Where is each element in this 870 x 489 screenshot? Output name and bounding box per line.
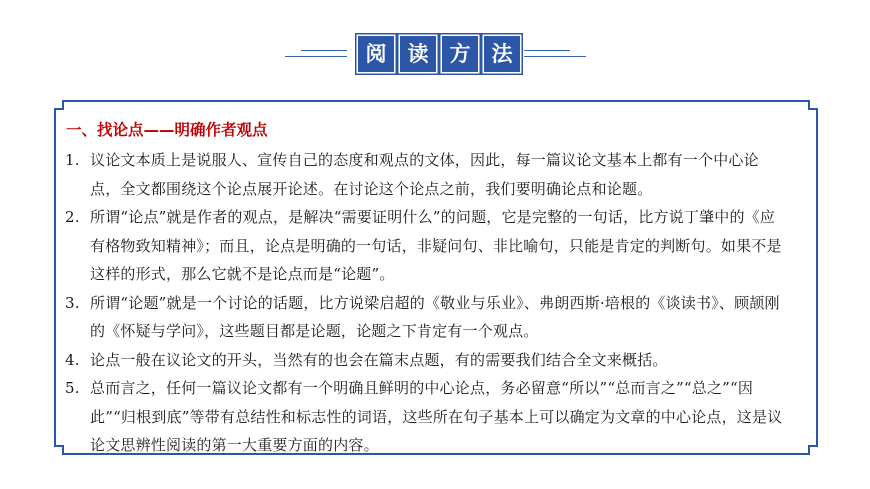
- item-number: 4.: [65, 350, 80, 369]
- list-item: [65, 146, 785, 203]
- list-item: [65, 346, 785, 375]
- title-deco-line-right-bottom: [524, 56, 586, 57]
- title-char-box: 读: [400, 36, 436, 72]
- item-number: 3.: [65, 293, 80, 312]
- item-text: 议论文本质上是说服人、宣传自己的态度和观点的文体，因此，每一篇议论文基本上都有一个中心论点，全文都围绕这个论点展开论述。在讨论这个论点之前，我们要明确论点和论题。: [90, 151, 759, 198]
- title-deco-line-left-top: [301, 50, 347, 51]
- item-number: 2.: [65, 208, 80, 226]
- item-text: 总而言之，任何一篇议论文都有一个明确且鲜明的中心论点，务必留意“所以”“总而言之”“总之”“因此”“归根到底”等带有总结性和标志性的词语，这些所在句子基本上可以确定为文章的中心论点，这是议论文思辨性阅读的第一大重要方面的内容。: [90, 379, 783, 454]
- item-text: 所谓“论点”就是作者的观点，是解决“需要证明什么”的问题，它是完整的一句话，比方说丁肇中的《应有格物致知精神》；而且，论点是明确的一句话，非疑问句、非比喻句，只能是肯定的判断句。如果不是这样的形式，那么它就不是论点而是“论题”。: [90, 208, 782, 283]
- item-text: 论点一般在议论文的开头，当然有的也会在篇末点题，有的需要我们结合全文来概括。: [90, 350, 668, 369]
- item-list: [65, 146, 785, 460]
- title-char-box: 阅: [358, 36, 394, 72]
- title-deco-line-right-top: [524, 50, 570, 51]
- title-char-box: 法: [484, 36, 520, 72]
- item-number: 1.: [65, 151, 80, 169]
- item-text: 所谓“论题”就是一个讨论的话题，比方说梁启超的《敬业与乐业》、弗朗西斯·培根的《谈读书》、顾颉刚的《怀疑与学问》，这些题目都是论题，论题之下肯定有一个观点。: [90, 293, 780, 340]
- section-heading: 一、找论点——明确作者观点: [66, 121, 268, 139]
- title-char-box: 方: [442, 36, 478, 72]
- content-body: [65, 118, 785, 460]
- list-item: [65, 203, 785, 289]
- title-deco-line-left-bottom: [285, 56, 347, 57]
- item-number: 5.: [65, 379, 80, 397]
- list-item: [65, 374, 785, 460]
- title-banner: [0, 36, 870, 76]
- list-item: [65, 289, 785, 346]
